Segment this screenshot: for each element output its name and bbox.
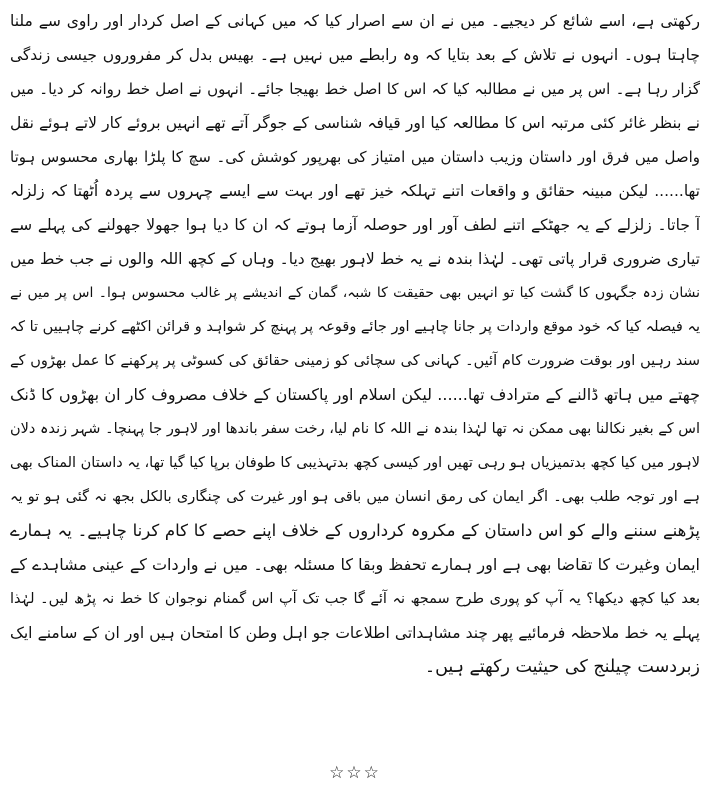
section-separator: ☆☆☆ — [329, 763, 381, 783]
text-line: پہلے یہ خط ملاحظہ فرمائیے پھر چند مشاہداتی اطلاعات جو اہل وطن کا امتحان ہیں اور ان کے سامنے ایک — [10, 624, 700, 642]
text-line: رکھتی ہے، اسے شائع کر دیجیے۔ میں نے ان سے اصرار کیا کہ میں کہانی کے اصل کردار اور راوی سے ملنا — [10, 12, 700, 30]
text-line: تھا...... لیکن مبینہ حقائق و واقعات اتنے تہلکہ خیز تھے اور بہت سے ایسے چہروں سے پردہ اُٹھتا کہ زلزلہ — [10, 182, 700, 200]
text-line: اس کے بغیر نکالنا بھی ممکن نہ تھا لہٰذا بندہ نے اللہ کا نام لیا، رخت سفر باندھا اور لاہور جا پہنچا۔ شہر زندہ دلان — [10, 421, 700, 437]
text-line: آ جاتا۔ زلزلے کے یہ جھٹکے اتنے لطف آور اور حوصلہ آزما ہوتے کہ ان کا دیا ہوا جھولا جھولنے کی پہلے سے — [10, 216, 700, 234]
text-line: بعد کیا کچھ دیکھا؟ یہ آپ کو پوری طرح سمجھ نہ آئے گا جب تک آپ اس گمنام نوجوان کا خط نہ پڑھ لیں۔ لہٰذا — [10, 591, 700, 607]
text-line: نے بنظر غائر کئی مرتبہ اس کا مطالعہ کیا اور قیافہ شناسی کے جوگر آتے تھے انہیں بروئے کار لاتے ہوئے نقل — [10, 114, 700, 132]
text-line: ایمان وغیرت کا تقاضا بھی ہے اور ہمارے تحفظ وبقا کا مسئلہ بھی۔ میں نے واردات کے عینی مشاہدے کے — [10, 555, 700, 574]
text-line: چاہتا ہوں۔ انہوں نے تلاش کے بعد بتایا کہ وہ رابطے میں نہیں ہے۔ بھیس بدل کر مفروروں جیسی زندگی — [10, 46, 700, 64]
text-line-last: زبردست چیلنج کی حیثیت رکھتے ہیں۔ — [424, 657, 700, 677]
text-line: گزار رہا ہے۔ اس پر میں نے مطالبہ کیا کہ اس کا اصل خط بھیجا جائے۔ انہوں نے اصل خط روانہ کر دیا۔ میں — [10, 80, 700, 98]
text-line: چھتے میں ہاتھ ڈالنے کے مترادف تھا...... لیکن اسلام اور پاکستان کے خلاف مصروف کار ان بھڑوں کا ڈنک — [10, 385, 700, 404]
text-line: یہ فیصلہ کیا کہ خود موقع واردات پر جانا چاہیے اور جائے وقوعہ پر پہنچ کر شواہد و قرائن اکٹھے کرنے چاہییں تا کہ — [10, 319, 700, 335]
text-line: لاہور میں کیا کچھ بدتمیزیاں ہو رہی تھیں اور کیسی کچھ بدتہذیبی کا طوفان برپا کیا گیا تھا، یہ داستان المناک بھی — [10, 455, 700, 471]
text-line: ہے اور توجہ طلب بھی۔ اگر ایمان کی رمق انسان میں باقی ہو اور غیرت کی چنگاری بالکل بجھ نہ گئی ہو تو یہ — [10, 489, 700, 505]
text-line: واصل میں فرق اور داستان وزیب داستان میں امتیاز کی بھرپور کوشش کی۔ سچ کا پلڑا بھاری محسوس ہوتا — [10, 148, 700, 166]
text-line: نشان زدہ جگہوں کا گشت کیا تو انہیں بھی حقیقت کا شبہ، گمان کے اندیشے پر غالب محسوس ہوا۔ اس پر میں نے — [10, 285, 700, 301]
article-body — [10, 4, 700, 684]
text-line: پڑھنے سننے والے کو اس داستان کے مکروہ کرداروں کے خلاف اپنے حصے کا کام کرنا چاہیے۔ یہ ہمارے — [10, 521, 700, 540]
text-line: سند رہیں اور بوقت ضرورت کام آئیں۔ کہانی کی سچائی کو زمینی حقائق کی کسوٹی پر پرکھنے کا عمل بھڑوں کے — [10, 353, 700, 369]
text-line: تیاری ضروری قرار پاتی تھی۔ لہٰذا بندہ نے یہ خط لاہور بھیج دیا۔ وہاں کے کچھ اللہ والوں نے جب خط میں — [10, 250, 700, 268]
